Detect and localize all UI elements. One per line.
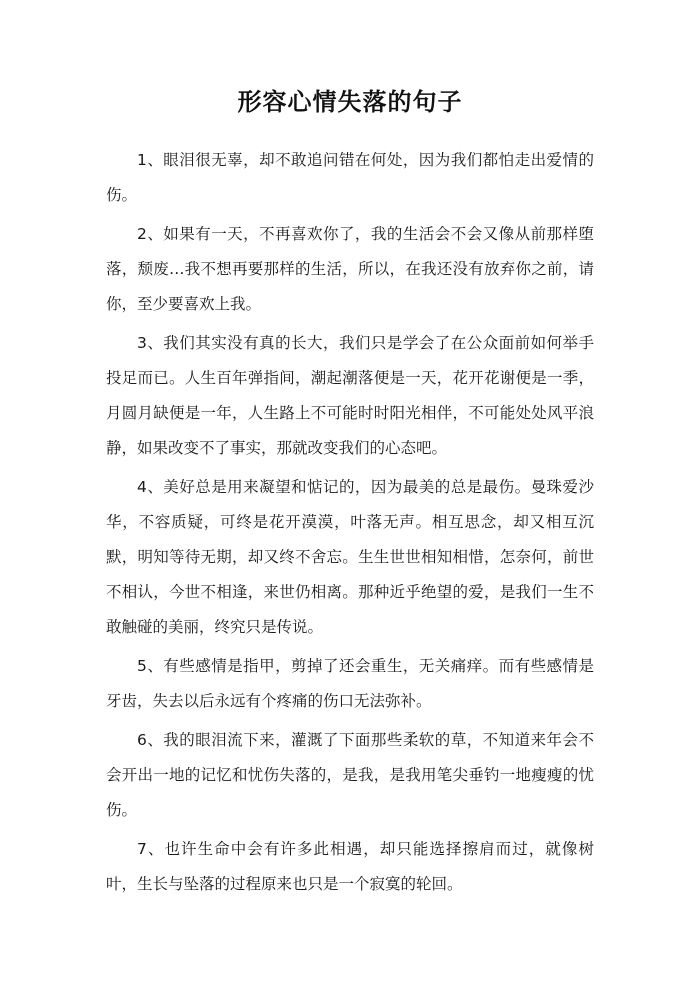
paragraph-2: 2、如果有一天，不再喜欢你了，我的生活会不会又像从前那样堕落，颓废…我不想再要那样的生活，所以，在我还没有放弃你之前，请你，至少要喜欢上我。 (106, 225, 594, 313)
paragraph-3: 3、我们其实没有真的长大，我们只是学会了在公众面前如何举手投足而已。人生百年弹指间，潮起潮落便是一天，花开花谢便是一季，月圆月缺便是一年，人生路上不可能时时阳光相伴，不可能处处风平浪静，如果改变不了事实，那就改变我们的心态吧。 (106, 334, 594, 457)
paragraph-1: 1、眼泪很无辜，却不敢追问错在何处，因为我们都怕走出爱情的伤。 (106, 151, 594, 204)
document-body (106, 143, 594, 906)
paragraph-7: 7、也许生命中会有许多此相遇，却只能选择擦肩而过，就像树叶，生长与坠落的过程原来也只是一个寂寞的轮回。 (106, 840, 594, 893)
paragraph-6: 6、我的眼泪流下来，灌溉了下面那些柔软的草，不知道来年会不会开出一地的记忆和忧伤失落的，是我，是我用笔尖垂钓一地瘦瘦的忧伤。 (106, 731, 594, 819)
paragraph-4: 4、美好总是用来凝望和惦记的，因为最美的总是最伤。曼珠爱沙华，不容质疑，可终是花开漠漠，叶落无声。相互思念，却又相互沉默，明知等待无期，却又终不舍忘。生生世世相知相惜，怎奈何，前世不相认，今世不相逢，来世仍相离。那种近乎绝望的爱，是我们一生不敢触碰的美丽，终究只是传说。 (106, 478, 594, 636)
page-title: 形容心情失落的句子 (237, 88, 463, 116)
paragraph-5: 5、有些感情是指甲，剪掉了还会重生，无关痛痒。而有些感情是牙齿，失去以后永远有个疼痛的伤口无法弥补。 (106, 657, 594, 710)
